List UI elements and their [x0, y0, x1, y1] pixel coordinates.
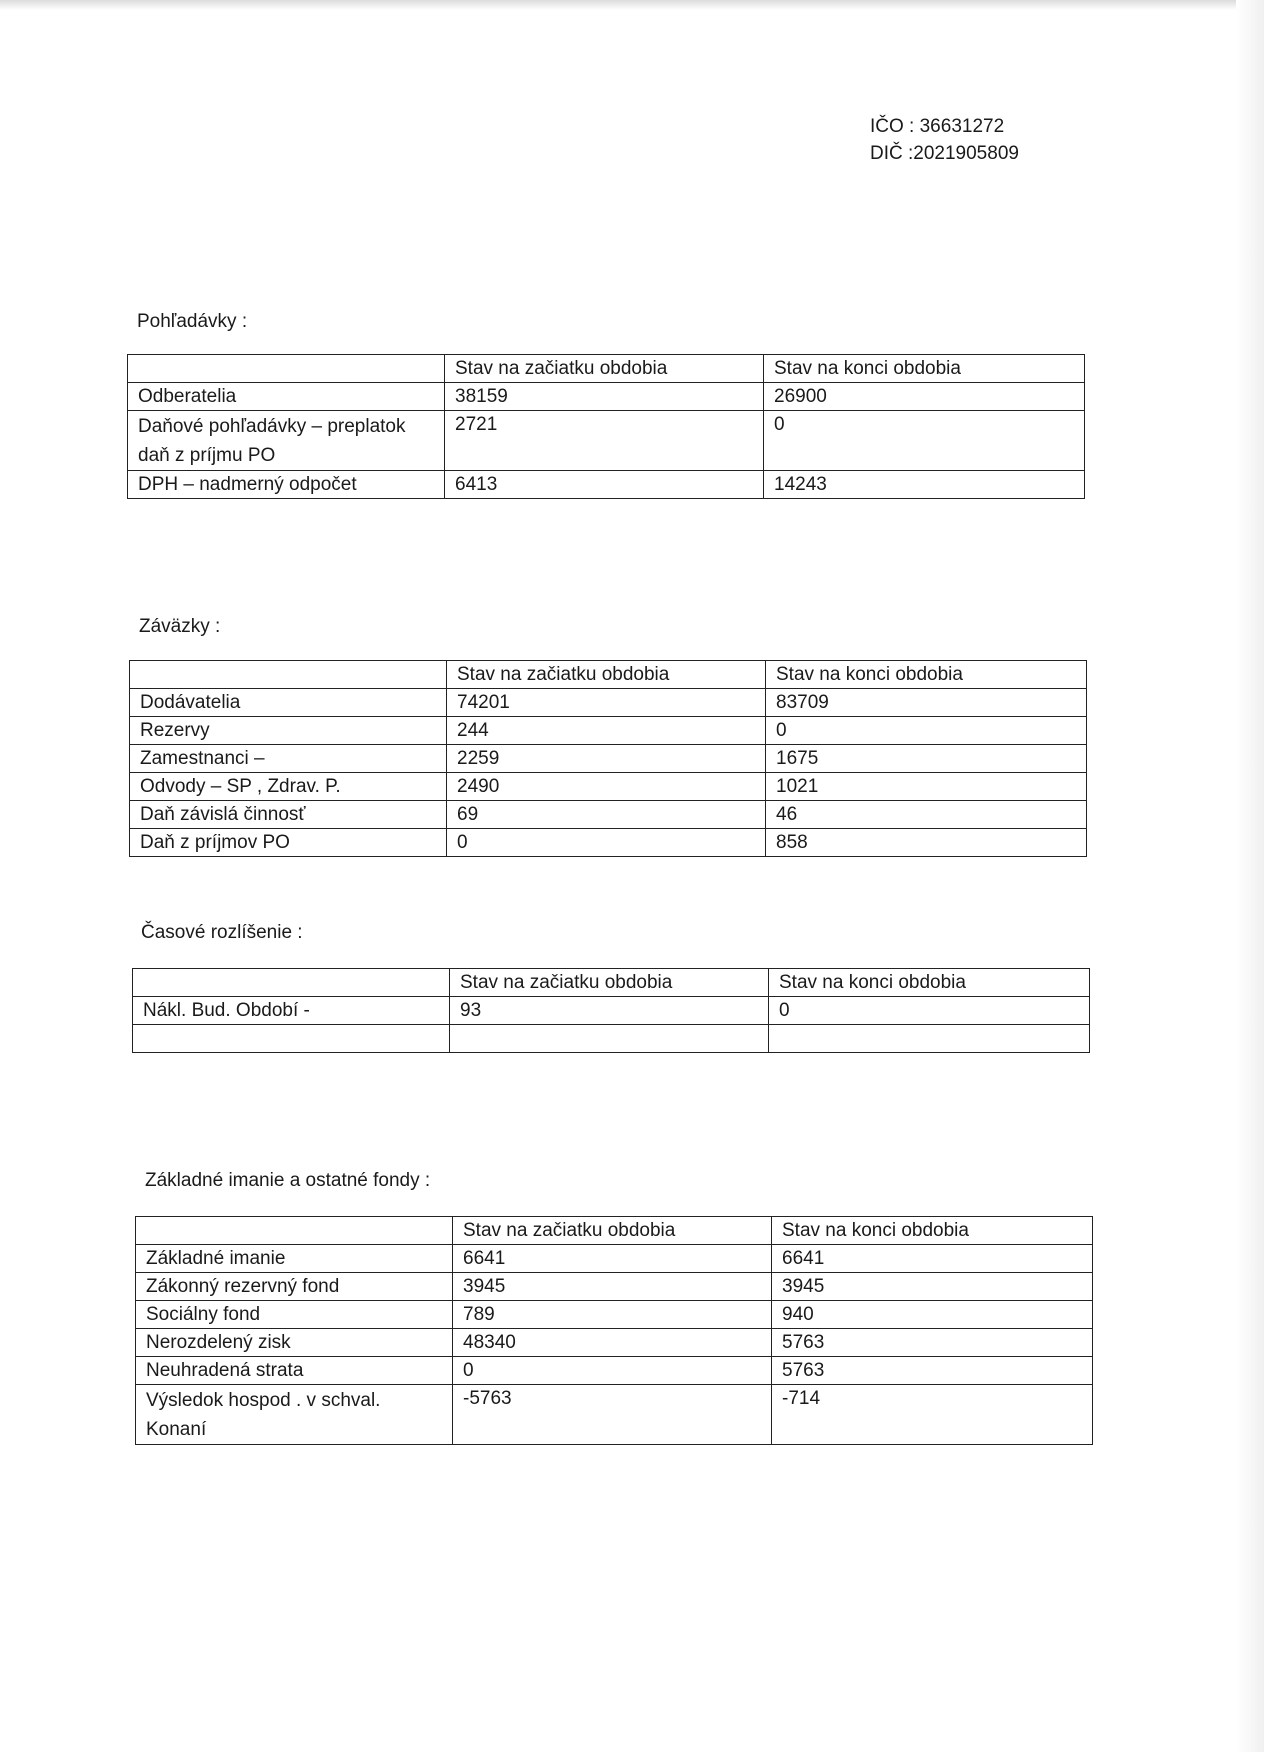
- table-row: [130, 717, 1087, 745]
- row-start-value: 48340: [453, 1329, 772, 1357]
- receivables-table: [127, 354, 1085, 499]
- row-end-value: -714: [772, 1385, 1093, 1445]
- row-label: Základné imanie: [136, 1245, 453, 1273]
- row-end-value: 26900: [764, 383, 1085, 411]
- row-start-value: 0: [447, 829, 766, 857]
- table-row: [133, 997, 1090, 1025]
- header-empty-cell: [133, 969, 450, 997]
- row-end-value: 5763: [772, 1329, 1093, 1357]
- row-end-value: 858: [766, 829, 1087, 857]
- header-empty-cell: [130, 661, 447, 689]
- empty-cell: [133, 1025, 450, 1053]
- header-start: Stav na začiatku obdobia: [447, 661, 766, 689]
- row-end-value: 14243: [764, 471, 1085, 499]
- row-start-value: 2721: [445, 411, 764, 471]
- row-end-value: 0: [766, 717, 1087, 745]
- dic-number: DIČ :2021905809: [870, 143, 1019, 164]
- row-start-value: 3945: [453, 1273, 772, 1301]
- liabilities-table: [129, 660, 1087, 857]
- row-end-value: 1021: [766, 773, 1087, 801]
- row-start-value: 6413: [445, 471, 764, 499]
- table-row: [128, 411, 1085, 471]
- row-label: Nákl. Bud. Období -: [133, 997, 450, 1025]
- accruals-table: [132, 968, 1090, 1053]
- table-row: [136, 1301, 1093, 1329]
- header-end: Stav na konci obdobia: [772, 1217, 1093, 1245]
- section-title-equity: Základné imanie a ostatné fondy :: [145, 1170, 431, 1191]
- header-end: Stav na konci obdobia: [764, 355, 1085, 383]
- header-start: Stav na začiatku obdobia: [453, 1217, 772, 1245]
- header-start: Stav na začiatku obdobia: [445, 355, 764, 383]
- row-label: Odvody – SP , Zdrav. P.: [130, 773, 447, 801]
- scan-shadow-right: [1236, 0, 1264, 1752]
- row-start-value: 2490: [447, 773, 766, 801]
- row-label: Nerozdelený zisk: [136, 1329, 453, 1357]
- row-end-value: 5763: [772, 1357, 1093, 1385]
- row-label: DPH – nadmerný odpočet: [128, 471, 445, 499]
- row-label: Výsledok hospod . v schval. Konaní: [136, 1385, 453, 1445]
- row-start-value: -5763: [453, 1385, 772, 1445]
- table-row: [136, 1357, 1093, 1385]
- empty-cell: [450, 1025, 769, 1053]
- section-title-liabilities: Záväzky :: [139, 616, 221, 637]
- table-row: [128, 471, 1085, 499]
- row-end-value: 0: [769, 997, 1090, 1025]
- row-start-value: 0: [453, 1357, 772, 1385]
- row-label: Dodávatelia: [130, 689, 447, 717]
- row-label: Odberatelia: [128, 383, 445, 411]
- table-header-row: [130, 661, 1087, 689]
- header-end: Stav na konci obdobia: [766, 661, 1087, 689]
- row-end-value: 46: [766, 801, 1087, 829]
- table-row: [130, 773, 1087, 801]
- table-row: [130, 689, 1087, 717]
- table-header-row: [133, 969, 1090, 997]
- row-start-value: 38159: [445, 383, 764, 411]
- table-row: [136, 1273, 1093, 1301]
- row-label: Rezervy: [130, 717, 447, 745]
- table-row: [130, 829, 1087, 857]
- table-header-row: [136, 1217, 1093, 1245]
- row-end-value: 940: [772, 1301, 1093, 1329]
- header-empty-cell: [136, 1217, 453, 1245]
- table-row: [136, 1385, 1093, 1445]
- row-label: Daň z príjmov PO: [130, 829, 447, 857]
- header-start: Stav na začiatku obdobia: [450, 969, 769, 997]
- row-label: Neuhradená strata: [136, 1357, 453, 1385]
- row-end-value: 6641: [772, 1245, 1093, 1273]
- empty-cell: [769, 1025, 1090, 1053]
- row-start-value: 6641: [453, 1245, 772, 1273]
- row-label: Zákonný rezervný fond: [136, 1273, 453, 1301]
- section-title-accruals: Časové rozlíšenie :: [141, 922, 303, 943]
- table-row: [130, 801, 1087, 829]
- row-label: Sociálny fond: [136, 1301, 453, 1329]
- row-start-value: 74201: [447, 689, 766, 717]
- table-row: [128, 383, 1085, 411]
- section-title-receivables: Pohľadávky :: [137, 311, 248, 332]
- row-start-value: 789: [453, 1301, 772, 1329]
- row-label: Zamestnanci –: [130, 745, 447, 773]
- table-row: [136, 1245, 1093, 1273]
- row-end-value: 0: [764, 411, 1085, 471]
- table-row: [130, 745, 1087, 773]
- company-identifiers: [870, 113, 1019, 167]
- row-start-value: 69: [447, 801, 766, 829]
- header-empty-cell: [128, 355, 445, 383]
- row-start-value: 244: [447, 717, 766, 745]
- row-end-value: 3945: [772, 1273, 1093, 1301]
- scan-shadow-top: [0, 0, 1264, 10]
- row-end-value: 1675: [766, 745, 1087, 773]
- ico-number: IČO : 36631272: [870, 116, 1005, 137]
- equity-table: [135, 1216, 1093, 1445]
- header-end: Stav na konci obdobia: [769, 969, 1090, 997]
- table-header-row: [128, 355, 1085, 383]
- row-start-value: 2259: [447, 745, 766, 773]
- row-start-value: 93: [450, 997, 769, 1025]
- row-label: Daňové pohľadávky – preplatok daň z príjmu PO: [128, 411, 445, 471]
- table-row-empty: [133, 1025, 1090, 1053]
- table-row: [136, 1329, 1093, 1357]
- row-label: Daň závislá činnosť: [130, 801, 447, 829]
- row-end-value: 83709: [766, 689, 1087, 717]
